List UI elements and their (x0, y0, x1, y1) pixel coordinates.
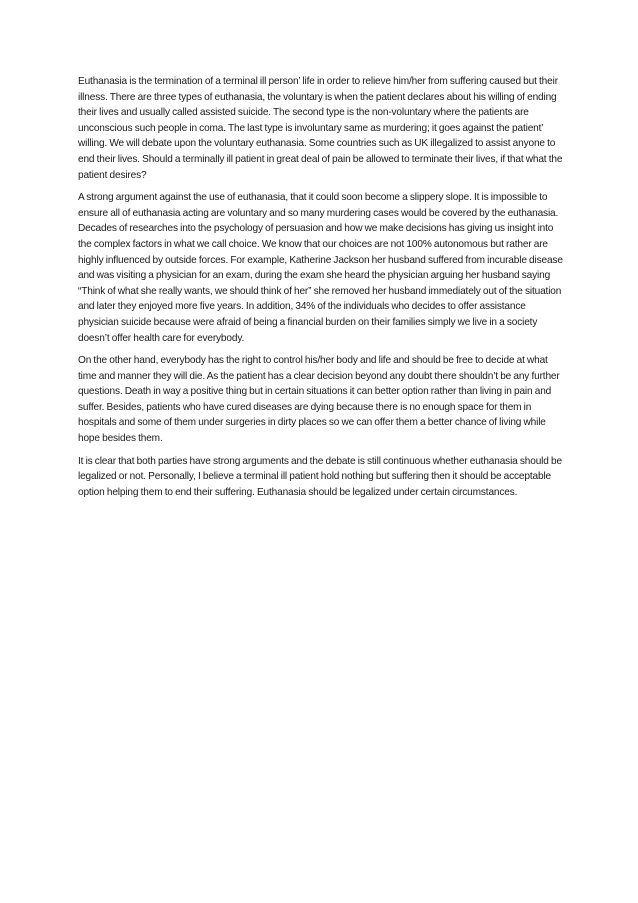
paragraph-conclusion: It is clear that both parties have strong arguments and the debate is still continuous whether euthanasia should be legalized or not. Personally, I believe a terminal ill patient hold nothing but suffering then it should be acceptable option helping them to end their suffering. Euthanasia should be legalized under certain circumstances. (78, 455, 562, 498)
document-body (78, 74, 566, 507)
paragraph-argument-against: A strong argument against the use of euthanasia, that it could soon become a slippery slope. It is impossible to ensure all of euthanasia acting are voluntary and so many murdering cases would be covered by the euthanasia. Decades of researches into the psychology of persuasion and how we make decisions has giving us insight into the complex factors in what we call choice. We know that our choices are not 100% autonomous but rather are highly influenced by outside forces. For example, Katherine Jackson her husband suffered from incurable disease and was visiting a physician for an exam, during the exam she heard the physician arguing her husband saying “Think of what she really wants, we should think of her” she removed her husband immediately out of the situation and later they enjoyed more five years. In addition, 34% of the individuals who decides to offer assistance physician suicide because were afraid of being a financial burden on their families simply we live in a society doesn’t offer health care for everybody. (78, 192, 563, 344)
paragraph-introduction: Euthanasia is the termination of a terminal ill person’ life in order to relieve him/her from suffering caused but their illness. There are three types of euthanasia, the voluntary is when the patient declares about his willing of ending their lives and usually called assisted suicide. The second type is the non-voluntary where the patients are unconscious such people in coma. The last type is involuntary same as murdering; it goes against the patient’ willing. We will debate upon the voluntary euthanasia. Some countries such as UK illegalized to assist anyone to end their lives. Should a terminally ill patient in great deal of pain be allowed to terminate their lives, if that what the patient desires? (78, 76, 563, 181)
paragraph-argument-for: On the other hand, everybody has the right to control his/her body and life and should be free to decide at what time and manner they will die. As the patient has a clear decision beyond any doubt there shouldn’t be any further questions. Death in way a positive thing but in certain situations it can better option rather than living in pain and suffer. Besides, patients who have cured diseases are dying because there is no enough space for them in hospitals and some of them under surgeries in dirty places so we can offer them a better chance of living while hope besides them. (78, 355, 560, 445)
